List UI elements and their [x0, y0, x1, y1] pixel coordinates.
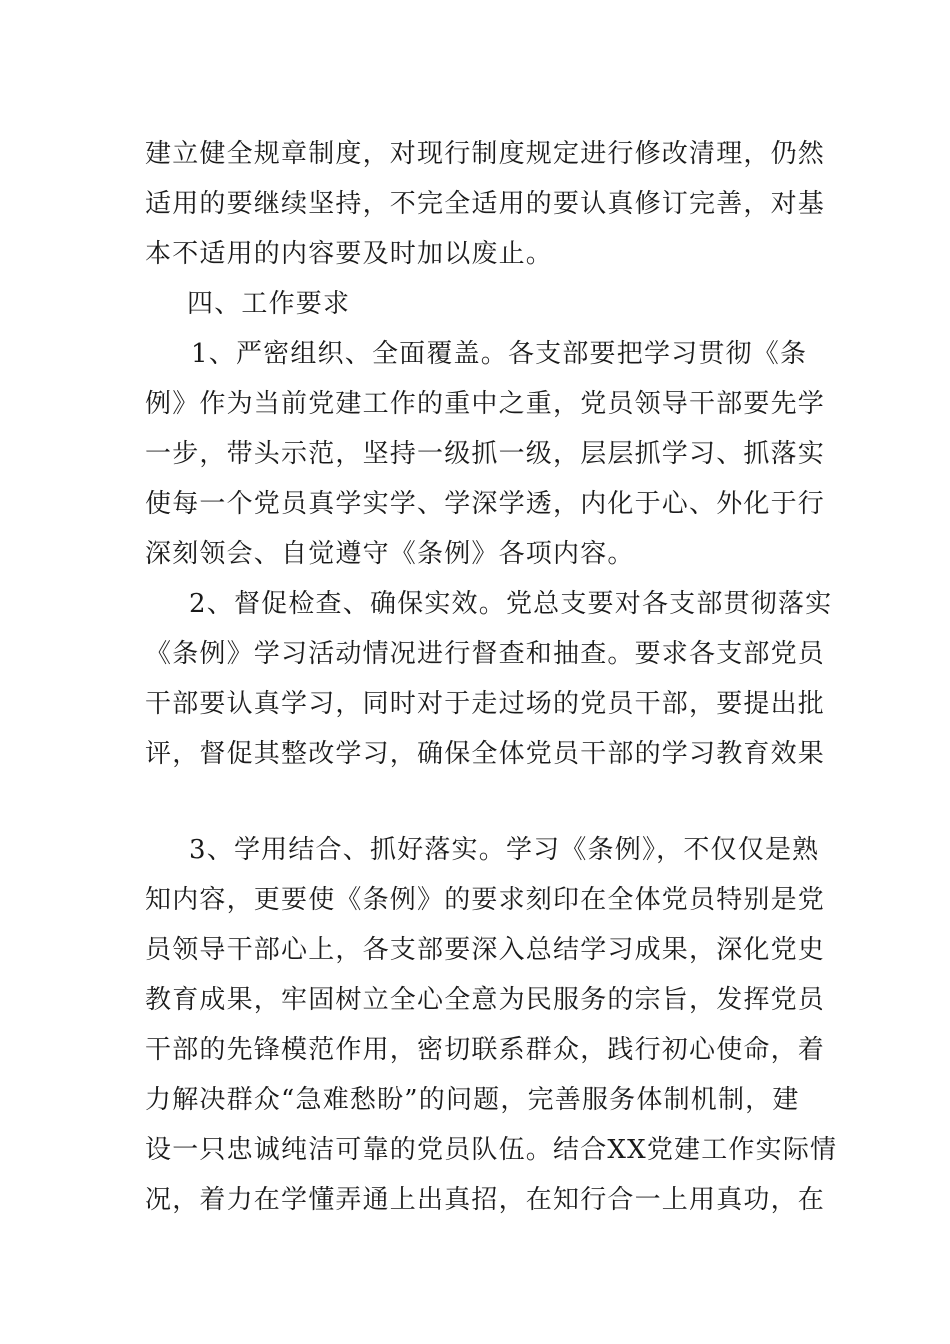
text-line: 评，督促其整改学习，确保全体党员干部的学习教育效果: [145, 739, 826, 769]
text-line: 干部要认真学习，同时对于走过场的党员干部，要提出批: [145, 689, 826, 719]
text-line: 使每一个党员真学实学、学深学透，内化于心、外化于行: [145, 489, 826, 519]
text-line: 干部的先锋模范作用，密切联系群众，践行初心使命，着: [145, 1035, 826, 1065]
text-line: 1、严密组织、全面覆盖。各支部要把学习贯彻《条: [191, 339, 808, 369]
text-line: 教育成果，牢固树立全心全意为民服务的宗旨，发挥党员: [145, 985, 826, 1015]
text-line: 本不适用的内容要及时加以废止。: [145, 239, 554, 269]
text-line: 适用的要继续坚持，不完全适用的要认真修订完善，对基: [145, 189, 826, 219]
text-line: 员领导干部心上，各支部要深入总结学习成果，深化党史: [145, 935, 826, 965]
text-line: 设一只忠诚纯洁可靠的党员队伍。结合XX党建工作实际情: [145, 1135, 838, 1165]
text-line: 深刻领会、自觉遵守《条例》各项内容。: [145, 539, 635, 569]
text-line: 建立健全规章制度，对现行制度规定进行修改清理，仍然: [145, 139, 826, 169]
text-line: 2、督促检查、确保实效。党总支要对各支部贯彻落实: [189, 589, 833, 619]
text-line: 《条例》学习活动情况进行督查和抽查。要求各支部党员: [145, 639, 826, 669]
text-line: 况，着力在学懂弄通上出真招，在知行合一上用真功，在: [145, 1185, 826, 1215]
section-heading: 四、工作要求: [187, 289, 351, 319]
text-line: 知内容，更要使《条例》的要求刻印在全体党员特别是党: [145, 885, 826, 915]
text-line: 3、学用结合、抓好落实。学习《条例》，不仅仅是熟: [189, 835, 820, 865]
text-line: 力解决群众“急难愁盼”的问题，完善服务体制机制，建: [145, 1085, 800, 1115]
text-line: 一步，带头示范，坚持一级抓一级，层层抓学习、抓落实: [145, 439, 826, 469]
text-line: 例》作为当前党建工作的重中之重，党员领导干部要先学: [145, 389, 826, 419]
